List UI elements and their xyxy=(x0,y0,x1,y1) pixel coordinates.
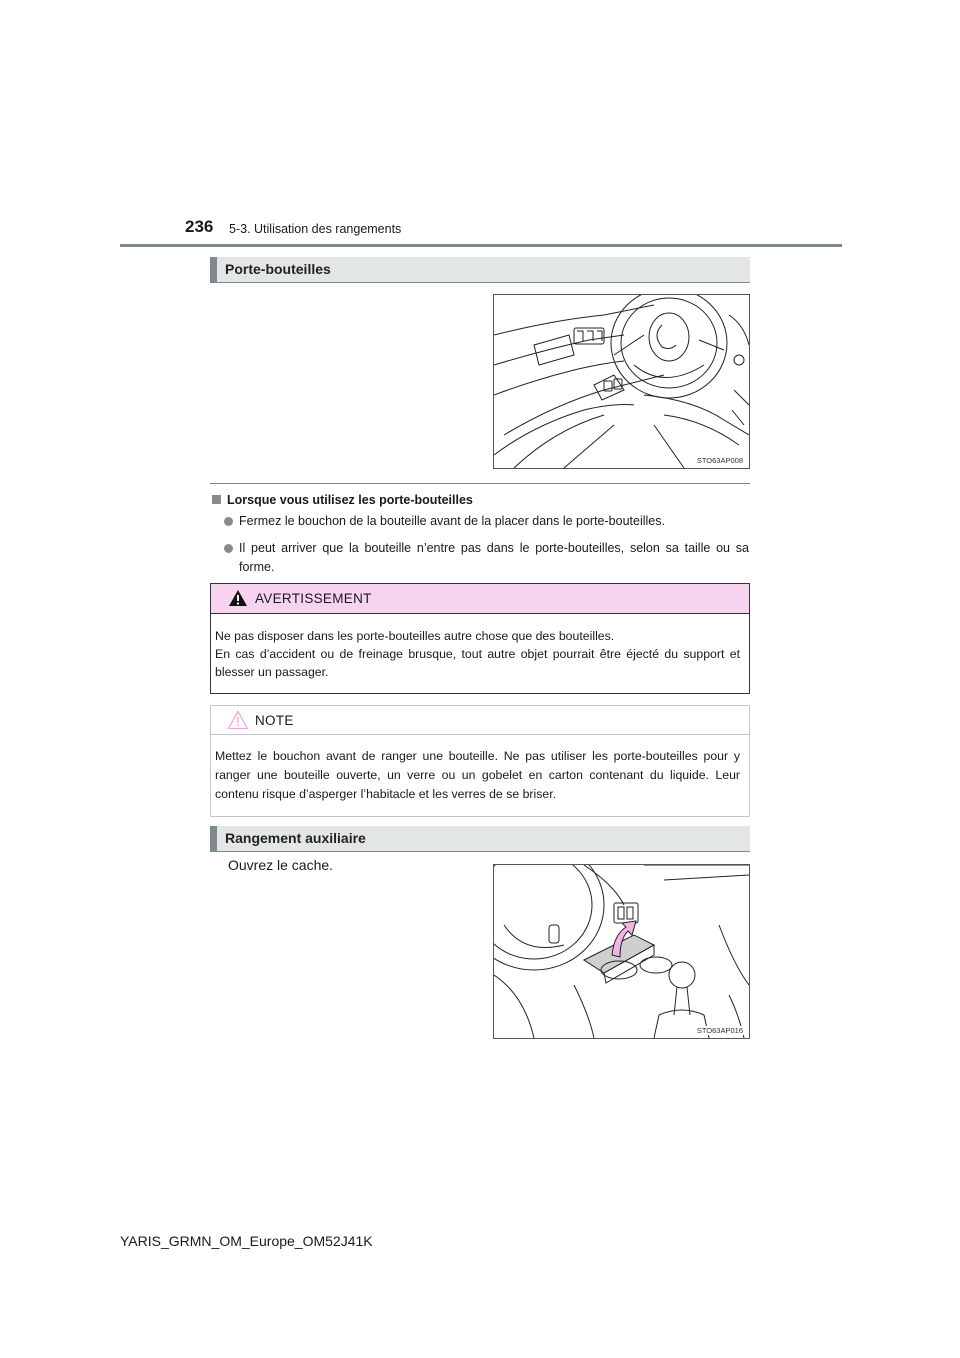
usage-bullet-text: Il peut arriver que la bouteille n’entre pas dans le porte-bouteilles, selon sa taille ou sa forme. xyxy=(239,541,749,574)
note-label: NOTE xyxy=(255,713,294,728)
warning-header xyxy=(211,584,749,614)
warning-body xyxy=(211,614,749,681)
document-id: YARIS_GRMN_OM_Europe_OM52J41K xyxy=(120,1233,373,1249)
section-heading-rangement-auxiliaire xyxy=(210,826,750,852)
warning-triangle-icon xyxy=(228,589,248,607)
heading-bar xyxy=(210,257,217,282)
caution-outline-icon xyxy=(227,710,249,730)
note-box xyxy=(210,705,750,817)
figure-code: STO63AP016 xyxy=(696,1026,743,1035)
section-heading-text: Porte-bouteilles xyxy=(225,261,331,277)
round-bullet-icon xyxy=(224,544,233,553)
square-bullet-icon xyxy=(212,495,221,504)
figure-auxiliary-storage xyxy=(493,864,750,1039)
section-title: 5-3. Utilisation des rangements xyxy=(229,222,402,236)
warning-label: AVERTISSEMENT xyxy=(255,591,372,606)
usage-bullet-text: Fermez le bouchon de la bouteille avant de la placer dans le porte-bouteilles. xyxy=(239,514,665,528)
figure-bottle-holder xyxy=(493,294,750,469)
usage-heading-text: Lorsque vous utilisez les porte-bouteilles xyxy=(227,493,473,507)
instruction-text: Ouvrez le cache. xyxy=(228,857,334,873)
usage-heading xyxy=(212,493,473,507)
note-header xyxy=(211,706,749,735)
figure-code: STO63AP008 xyxy=(696,456,743,465)
warning-line: En cas d’accident ou de freinage brusque, tout autre objet pourrait être éjecté du support et blesser un passager. xyxy=(215,647,740,679)
section-heading-text: Rangement auxiliaire xyxy=(225,830,366,846)
usage-bullet xyxy=(224,539,749,577)
warning-line: Ne pas disposer dans les porte-bouteilles autre chose que des bouteilles. xyxy=(215,629,615,643)
divider-rule xyxy=(210,483,750,484)
header-rule xyxy=(120,244,842,247)
page-number: 236 xyxy=(185,217,214,236)
auxiliary-storage-illustration xyxy=(494,865,749,1038)
note-body: Mettez le bouchon avant de ranger une bouteille. Ne pas utiliser les porte-bouteilles pour y ranger une bouteille ouverte, un verre ou un gobelet en carton contenant du liquide. Leur contenu risque d’asperger l’habitacle et les verres de se briser. xyxy=(215,749,740,801)
usage-bullet xyxy=(224,512,749,531)
round-bullet-icon xyxy=(224,517,233,526)
heading-bar xyxy=(210,826,217,851)
section-heading-porte-bouteilles xyxy=(210,257,750,283)
bottle-holder-illustration xyxy=(494,295,749,468)
warning-box xyxy=(210,583,750,694)
